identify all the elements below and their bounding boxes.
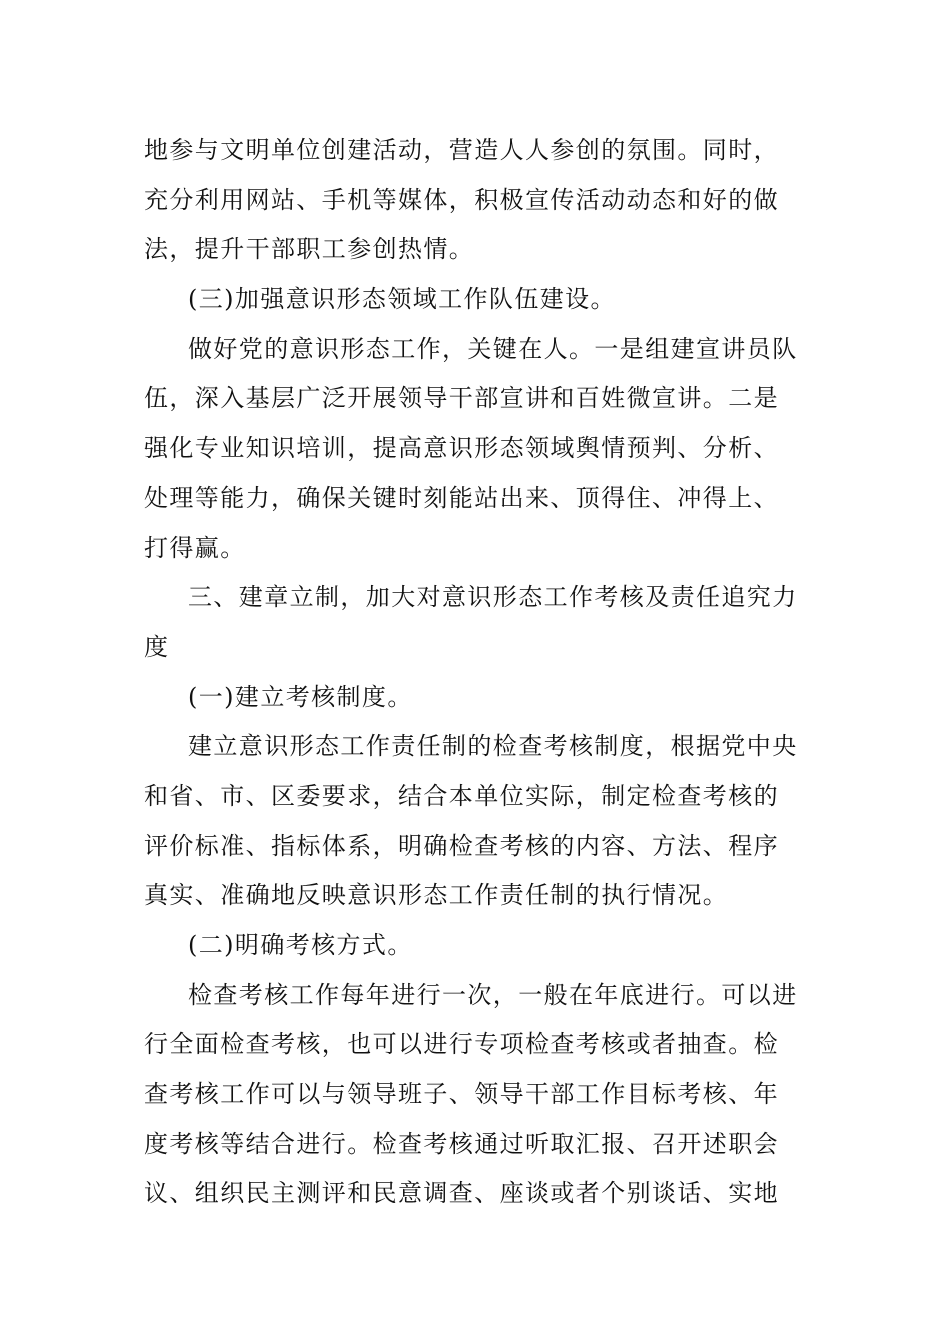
- text-line: 度考核等结合进行。检查考核通过听取汇报、召开述职会: [144, 1129, 779, 1158]
- text-line: 评价标准、指标体系，明确检查考核的内容、方法、程序: [144, 831, 779, 860]
- section-heading: (一)建立考核制度。: [188, 682, 413, 711]
- text-line: 查考核工作可以与领导班子、领导干部工作目标考核、年: [144, 1080, 779, 1109]
- text-line: 处理等能力，确保关键时刻能站出来、顶得住、冲得上、: [144, 483, 779, 512]
- text-line: 法，提升干部职工参创热情。: [144, 235, 475, 264]
- text-line: 检查考核工作每年进行一次，一般在年底进行。可以进: [188, 980, 798, 1009]
- document-body: [144, 126, 814, 1219]
- text-line: 和省、市、区委要求，结合本单位实际，制定检查考核的: [144, 781, 779, 810]
- text-line: 建立意识形态工作责任制的检查考核制度，根据党中央: [188, 732, 798, 761]
- text-line: 真实、准确地反映意识形态工作责任制的执行情况。: [144, 881, 729, 910]
- text-line: 充分利用网站、手机等媒体，积极宣传活动动态和好的做: [144, 185, 779, 214]
- chapter-heading-continued: 度: [144, 632, 170, 661]
- text-line: 地参与文明单位创建活动，营造人人参创的氛围。同时，: [144, 136, 779, 164]
- text-line: 强化专业知识培训，提高意识形态领域舆情预判、分析、: [144, 434, 779, 463]
- text-line: 行全面检查考核，也可以进行专项检查考核或者抽查。检: [144, 1030, 779, 1059]
- section-heading: (二)明确考核方式。: [188, 931, 413, 959]
- text-line: 伍，深入基层广泛开展领导干部宣讲和百姓微宣讲。二是: [144, 384, 779, 413]
- text-line: 打得赢。: [144, 533, 246, 562]
- section-heading: (三)加强意识形态领域工作队伍建设。: [188, 285, 616, 314]
- text-line: 议、组织民主测评和民意调查、座谈或者个别谈话、实地: [144, 1179, 779, 1208]
- text-line: 做好党的意识形态工作，关键在人。一是组建宣讲员队: [188, 334, 798, 363]
- chapter-heading: 三、建章立制，加大对意识形态工作考核及责任追究力: [188, 583, 798, 612]
